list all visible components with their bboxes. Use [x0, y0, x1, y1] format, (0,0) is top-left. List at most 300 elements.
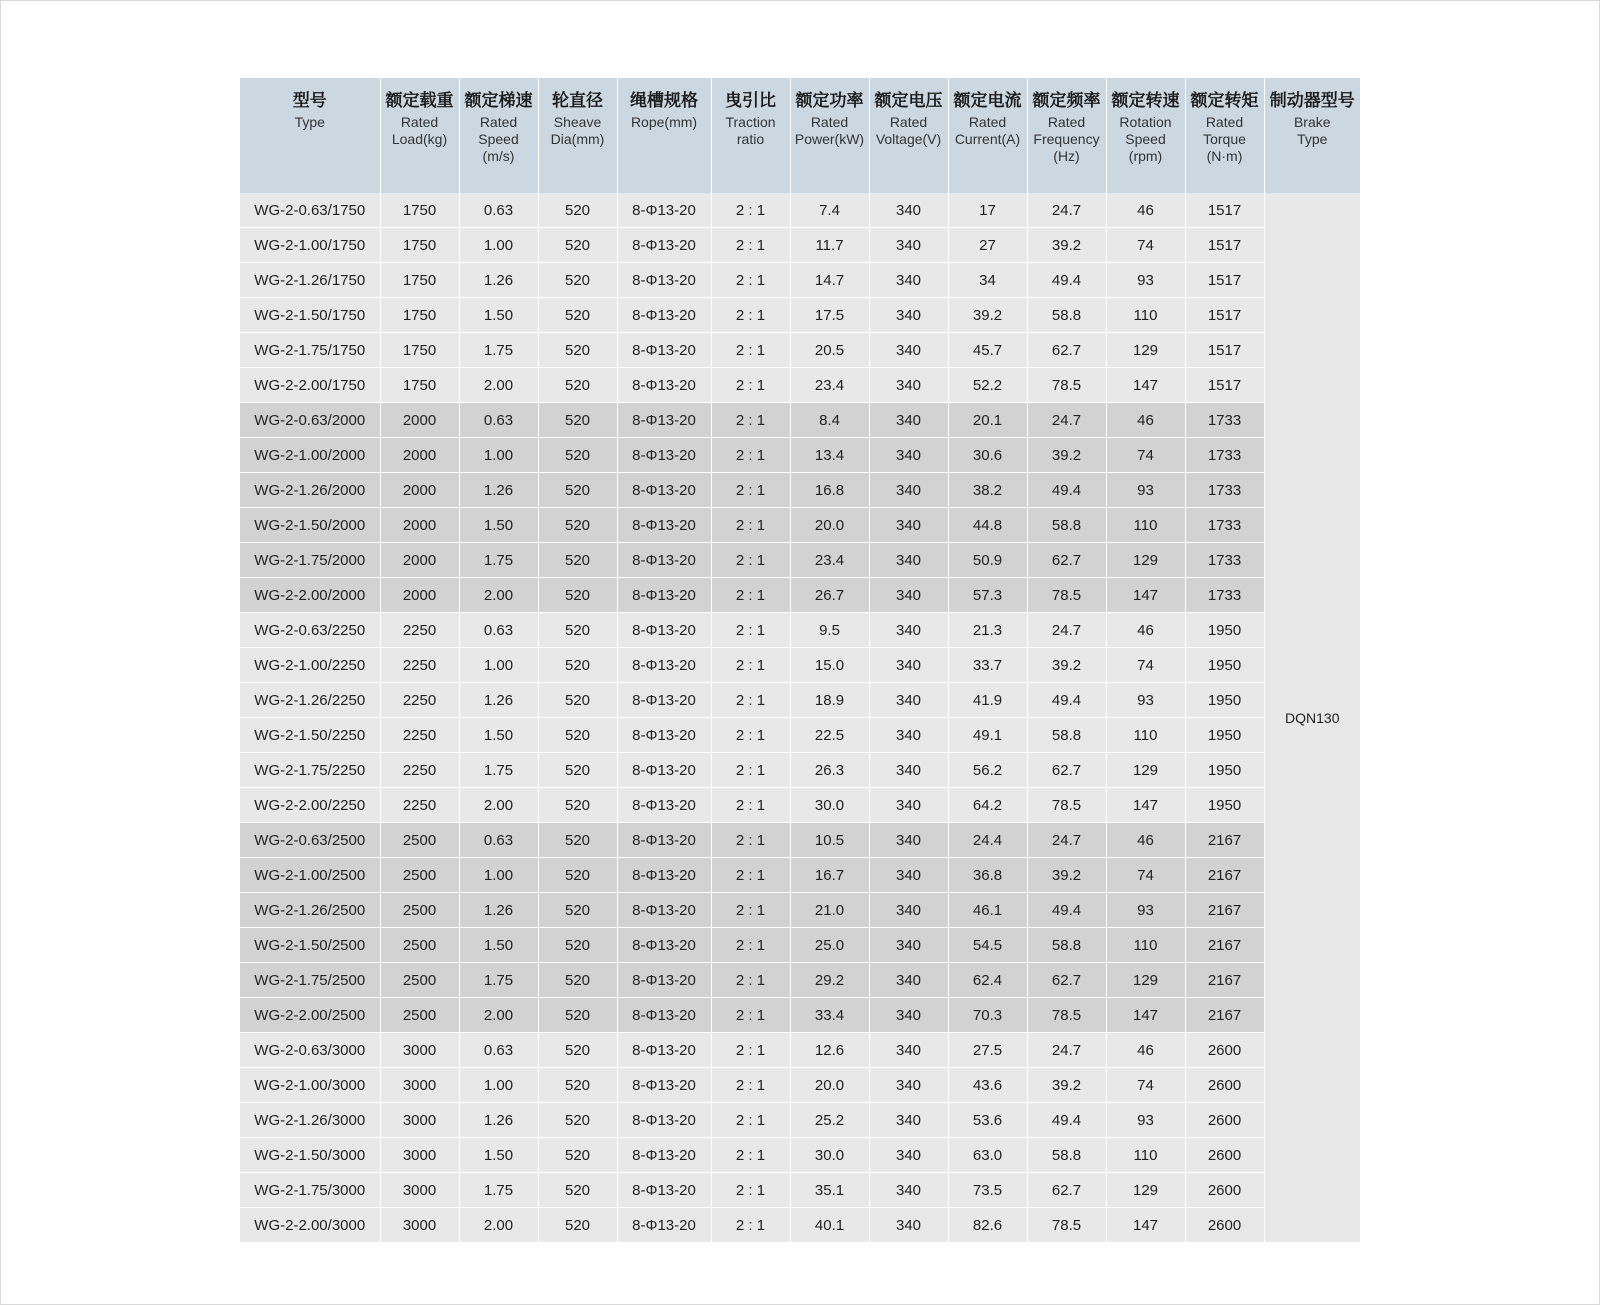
table-cell: 2 : 1	[711, 648, 790, 683]
table-cell: 2 : 1	[711, 368, 790, 403]
table-cell: 8-Φ13-20	[617, 893, 711, 928]
table-row	[240, 718, 1360, 753]
table-cell: 22.5	[790, 718, 869, 753]
table-cell: 8-Φ13-20	[617, 753, 711, 788]
table-cell: 2 : 1	[711, 263, 790, 298]
table-cell: 30.6	[948, 438, 1027, 473]
table-cell: 340	[869, 1138, 948, 1173]
table-row	[240, 648, 1360, 683]
table-cell: 8-Φ13-20	[617, 998, 711, 1033]
table-cell: 520	[538, 928, 617, 963]
table-cell: 39.2	[948, 298, 1027, 333]
table-cell: 520	[538, 823, 617, 858]
table-cell: WG-2-1.00/2250	[240, 648, 380, 683]
table-cell: 2 : 1	[711, 543, 790, 578]
brake-type-cell: DQN130	[1264, 193, 1360, 1243]
table-cell: 18.9	[790, 683, 869, 718]
table-cell: 8-Φ13-20	[617, 963, 711, 998]
column-header	[538, 78, 617, 193]
table-cell: 2.00	[459, 578, 538, 613]
table-cell: 520	[538, 473, 617, 508]
table-cell: 340	[869, 403, 948, 438]
table-cell: 2000	[380, 578, 459, 613]
table-cell: 8-Φ13-20	[617, 508, 711, 543]
table-cell: WG-2-0.63/2500	[240, 823, 380, 858]
table-cell: 520	[538, 613, 617, 648]
table-cell: 1.50	[459, 298, 538, 333]
table-cell: 520	[538, 1208, 617, 1243]
table-cell: 82.6	[948, 1208, 1027, 1243]
table-cell: 20.0	[790, 508, 869, 543]
table-cell: 1.00	[459, 858, 538, 893]
spec-table	[240, 78, 1360, 1243]
table-cell: 2 : 1	[711, 508, 790, 543]
table-cell: 78.5	[1027, 368, 1106, 403]
table-cell: 340	[869, 1033, 948, 1068]
table-cell: 1750	[380, 263, 459, 298]
table-cell: WG-2-1.75/2250	[240, 753, 380, 788]
table-cell: 8-Φ13-20	[617, 263, 711, 298]
table-cell: 43.6	[948, 1068, 1027, 1103]
table-cell: 1517	[1185, 228, 1264, 263]
table-cell: 110	[1106, 718, 1185, 753]
table-cell: WG-2-1.75/2500	[240, 963, 380, 998]
table-cell: 46	[1106, 823, 1185, 858]
table-cell: 30.0	[790, 1138, 869, 1173]
table-cell: 1950	[1185, 718, 1264, 753]
table-cell: 30.0	[790, 788, 869, 823]
table-cell: 11.7	[790, 228, 869, 263]
table-cell: 340	[869, 1208, 948, 1243]
table-cell: 8-Φ13-20	[617, 1033, 711, 1068]
table-cell: 1.75	[459, 333, 538, 368]
table-header	[240, 78, 1360, 193]
table-cell: 8-Φ13-20	[617, 648, 711, 683]
table-cell: 340	[869, 228, 948, 263]
table-cell: 74	[1106, 1068, 1185, 1103]
table-cell: 1950	[1185, 648, 1264, 683]
table-cell: 8-Φ13-20	[617, 438, 711, 473]
table-cell: 64.2	[948, 788, 1027, 823]
table-cell: 2500	[380, 963, 459, 998]
table-cell: 38.2	[948, 473, 1027, 508]
table-cell: 62.7	[1027, 963, 1106, 998]
table-cell: 2167	[1185, 928, 1264, 963]
table-row	[240, 228, 1360, 263]
table-cell: 1750	[380, 368, 459, 403]
table-cell: 2 : 1	[711, 613, 790, 648]
table-cell: 24.4	[948, 823, 1027, 858]
column-header-zh: 额定载重	[385, 91, 454, 110]
table-cell: 2250	[380, 648, 459, 683]
table-cell: 2167	[1185, 998, 1264, 1033]
table-cell: 23.4	[790, 543, 869, 578]
table-cell: 93	[1106, 683, 1185, 718]
table-cell: 340	[869, 788, 948, 823]
table-cell: 49.4	[1027, 893, 1106, 928]
table-cell: 78.5	[1027, 998, 1106, 1033]
table-cell: 520	[538, 403, 617, 438]
table-cell: WG-2-1.26/2000	[240, 473, 380, 508]
table-cell: 93	[1106, 893, 1185, 928]
table-cell: 2.00	[459, 368, 538, 403]
table-cell: 46	[1106, 193, 1185, 228]
table-cell: 0.63	[459, 193, 538, 228]
table-cell: 520	[538, 228, 617, 263]
table-cell: 340	[869, 963, 948, 998]
table-cell: 21.3	[948, 613, 1027, 648]
table-cell: 1733	[1185, 508, 1264, 543]
table-cell: 33.4	[790, 998, 869, 1033]
table-cell: 2000	[380, 403, 459, 438]
table-cell: 8-Φ13-20	[617, 368, 711, 403]
table-row	[240, 333, 1360, 368]
table-cell: WG-2-1.50/2000	[240, 508, 380, 543]
table-cell: 45.7	[948, 333, 1027, 368]
table-cell: 16.7	[790, 858, 869, 893]
table-cell: 15.0	[790, 648, 869, 683]
table-row	[240, 823, 1360, 858]
table-cell: 62.7	[1027, 543, 1106, 578]
column-header-en: Rated Speed (m/s)	[478, 114, 519, 164]
table-cell: 340	[869, 823, 948, 858]
table-cell: 49.1	[948, 718, 1027, 753]
table-cell: 1750	[380, 228, 459, 263]
table-cell: WG-2-1.50/1750	[240, 298, 380, 333]
table-row	[240, 543, 1360, 578]
table-cell: 1.50	[459, 1138, 538, 1173]
table-cell: 340	[869, 298, 948, 333]
table-cell: 74	[1106, 858, 1185, 893]
table-cell: 62.7	[1027, 753, 1106, 788]
table-cell: 1517	[1185, 263, 1264, 298]
table-cell: 78.5	[1027, 578, 1106, 613]
table-cell: WG-2-0.63/2000	[240, 403, 380, 438]
table-cell: 1517	[1185, 333, 1264, 368]
column-header-en: Rated Frequency (Hz)	[1033, 114, 1100, 164]
table-cell: 147	[1106, 1208, 1185, 1243]
table-cell: 2 : 1	[711, 1173, 790, 1208]
column-header-zh: 额定电流	[953, 91, 1022, 110]
table-cell: 8-Φ13-20	[617, 228, 711, 263]
table-cell: 2600	[1185, 1208, 1264, 1243]
table-row	[240, 368, 1360, 403]
table-cell: 340	[869, 893, 948, 928]
column-header-zh: 额定电压	[874, 91, 943, 110]
column-header-en: Brake Type	[1293, 114, 1331, 147]
table-cell: 93	[1106, 1103, 1185, 1138]
table-cell: 62.4	[948, 963, 1027, 998]
table-cell: 39.2	[1027, 1068, 1106, 1103]
table-cell: 1.00	[459, 438, 538, 473]
table-cell: WG-2-2.00/1750	[240, 368, 380, 403]
table-cell: 35.1	[790, 1173, 869, 1208]
table-cell: WG-2-1.75/3000	[240, 1173, 380, 1208]
table-cell: 520	[538, 333, 617, 368]
table-cell: 340	[869, 473, 948, 508]
column-header-en: Rated Power(kW)	[794, 114, 865, 147]
table-cell: 2 : 1	[711, 228, 790, 263]
table-cell: 24.7	[1027, 613, 1106, 648]
table-cell: 1.75	[459, 963, 538, 998]
column-header-zh: 额定功率	[795, 91, 864, 110]
table-cell: WG-2-1.00/2500	[240, 858, 380, 893]
table-cell: 27.5	[948, 1033, 1027, 1068]
table-row	[240, 298, 1360, 333]
table-cell: 46	[1106, 1033, 1185, 1068]
table-cell: 78.5	[1027, 788, 1106, 823]
table-cell: WG-2-2.00/2250	[240, 788, 380, 823]
table-cell: 2.00	[459, 788, 538, 823]
table-cell: 8-Φ13-20	[617, 718, 711, 753]
table-cell: 49.4	[1027, 1103, 1106, 1138]
table-cell: 12.6	[790, 1033, 869, 1068]
table-cell: 2 : 1	[711, 753, 790, 788]
table-cell: 110	[1106, 508, 1185, 543]
table-cell: 46.1	[948, 893, 1027, 928]
table-cell: WG-2-1.26/2250	[240, 683, 380, 718]
table-cell: 2500	[380, 893, 459, 928]
table-cell: 2250	[380, 683, 459, 718]
table-cell: 1.00	[459, 228, 538, 263]
column-header	[1027, 78, 1106, 193]
table-cell: 520	[538, 858, 617, 893]
table-cell: 39.2	[1027, 648, 1106, 683]
table-cell: 340	[869, 1173, 948, 1208]
table-cell: 2.00	[459, 998, 538, 1033]
table-cell: 8-Φ13-20	[617, 858, 711, 893]
table-cell: 8-Φ13-20	[617, 473, 711, 508]
table-cell: 8.4	[790, 403, 869, 438]
table-cell: 1750	[380, 333, 459, 368]
table-row	[240, 263, 1360, 298]
table-row	[240, 1138, 1360, 1173]
column-header	[711, 78, 790, 193]
table-cell: 2500	[380, 858, 459, 893]
table-cell: 46	[1106, 613, 1185, 648]
table-cell: 62.7	[1027, 333, 1106, 368]
table-cell: 340	[869, 928, 948, 963]
table-cell: WG-2-1.00/3000	[240, 1068, 380, 1103]
table-cell: 520	[538, 1033, 617, 1068]
table-cell: 58.8	[1027, 928, 1106, 963]
table-cell: 0.63	[459, 613, 538, 648]
column-header-en: Traction ratio	[725, 114, 776, 147]
table-cell: 520	[538, 193, 617, 228]
table-cell: 340	[869, 508, 948, 543]
table-cell: 1.75	[459, 753, 538, 788]
table-row	[240, 508, 1360, 543]
table-cell: 2250	[380, 788, 459, 823]
table-cell: 53.6	[948, 1103, 1027, 1138]
table-cell: 8-Φ13-20	[617, 1068, 711, 1103]
table-cell: WG-2-1.75/2000	[240, 543, 380, 578]
table-cell: 39.2	[1027, 858, 1106, 893]
table-cell: WG-2-1.75/1750	[240, 333, 380, 368]
table-cell: 8-Φ13-20	[617, 928, 711, 963]
table-cell: 520	[538, 998, 617, 1033]
table-cell: 1.26	[459, 263, 538, 298]
table-cell: 2 : 1	[711, 788, 790, 823]
column-header-en: Rotation Speed (rpm)	[1119, 114, 1172, 164]
column-header-zh: 制动器型号	[1269, 91, 1355, 110]
table-cell: 2 : 1	[711, 928, 790, 963]
table-cell: 17	[948, 193, 1027, 228]
table-cell: 2 : 1	[711, 1208, 790, 1243]
table-row	[240, 578, 1360, 613]
table-cell: 2 : 1	[711, 333, 790, 368]
table-cell: 520	[538, 508, 617, 543]
table-cell: 2500	[380, 998, 459, 1033]
table-row	[240, 438, 1360, 473]
table-cell: 27	[948, 228, 1027, 263]
table-cell: WG-2-1.26/2500	[240, 893, 380, 928]
table-cell: 24.7	[1027, 1033, 1106, 1068]
table-row	[240, 1033, 1360, 1068]
table-cell: 1733	[1185, 543, 1264, 578]
table-cell: 1733	[1185, 438, 1264, 473]
table-cell: 8-Φ13-20	[617, 1103, 711, 1138]
table-cell: 40.1	[790, 1208, 869, 1243]
table-cell: 8-Φ13-20	[617, 1208, 711, 1243]
table-cell: 50.9	[948, 543, 1027, 578]
table-cell: WG-2-0.63/1750	[240, 193, 380, 228]
table-cell: 8-Φ13-20	[617, 403, 711, 438]
table-cell: 340	[869, 368, 948, 403]
table-cell: 2 : 1	[711, 893, 790, 928]
column-header	[459, 78, 538, 193]
table-cell: 25.0	[790, 928, 869, 963]
table-cell: 520	[538, 963, 617, 998]
table-cell: 0.63	[459, 403, 538, 438]
table-cell: 340	[869, 543, 948, 578]
table-cell: 70.3	[948, 998, 1027, 1033]
table-cell: 129	[1106, 963, 1185, 998]
table-cell: 340	[869, 753, 948, 788]
column-header-en: Type	[294, 114, 325, 130]
table-cell: 20.5	[790, 333, 869, 368]
table-cell: 129	[1106, 333, 1185, 368]
table-cell: 62.7	[1027, 1173, 1106, 1208]
table-cell: 17.5	[790, 298, 869, 333]
table-cell: 46	[1106, 403, 1185, 438]
table-cell: 1517	[1185, 193, 1264, 228]
table-cell: 129	[1106, 753, 1185, 788]
table-row	[240, 788, 1360, 823]
table-cell: 3000	[380, 1138, 459, 1173]
table-cell: 39.2	[1027, 438, 1106, 473]
table-cell: 520	[538, 788, 617, 823]
table-cell: 340	[869, 578, 948, 613]
table-cell: 520	[538, 1173, 617, 1208]
table-cell: 1750	[380, 193, 459, 228]
table-cell: 2250	[380, 718, 459, 753]
table-cell: 29.2	[790, 963, 869, 998]
table-cell: WG-2-2.00/3000	[240, 1208, 380, 1243]
header-row	[240, 78, 1360, 193]
table-cell: 340	[869, 718, 948, 753]
table-cell: 2 : 1	[711, 473, 790, 508]
table-cell: 147	[1106, 578, 1185, 613]
table-cell: 2 : 1	[711, 718, 790, 753]
table-cell: 2500	[380, 823, 459, 858]
table-cell: 8-Φ13-20	[617, 1173, 711, 1208]
table-cell: 2 : 1	[711, 683, 790, 718]
table-cell: 78.5	[1027, 1208, 1106, 1243]
table-cell: 23.4	[790, 368, 869, 403]
table-cell: 33.7	[948, 648, 1027, 683]
table-cell: 58.8	[1027, 1138, 1106, 1173]
column-header-en: Rated Load(kg)	[391, 114, 448, 147]
table-cell: 3000	[380, 1033, 459, 1068]
table-cell: 520	[538, 543, 617, 578]
table-cell: 1950	[1185, 613, 1264, 648]
table-cell: 2 : 1	[711, 858, 790, 893]
table-cell: 8-Φ13-20	[617, 788, 711, 823]
table-cell: 0.63	[459, 823, 538, 858]
table-cell: 1.26	[459, 893, 538, 928]
table-cell: 20.0	[790, 1068, 869, 1103]
table-cell: WG-2-1.00/1750	[240, 228, 380, 263]
table-row	[240, 858, 1360, 893]
table-cell: 1.50	[459, 508, 538, 543]
table-cell: 93	[1106, 263, 1185, 298]
table-cell: 24.7	[1027, 403, 1106, 438]
table-row	[240, 998, 1360, 1033]
table-cell: 57.3	[948, 578, 1027, 613]
table-cell: 1.50	[459, 718, 538, 753]
table-cell: 2600	[1185, 1173, 1264, 1208]
table-row	[240, 613, 1360, 648]
table-cell: 1733	[1185, 403, 1264, 438]
column-header-en: Rated Voltage(V)	[875, 114, 942, 147]
column-header	[948, 78, 1027, 193]
table-cell: 74	[1106, 648, 1185, 683]
table-cell: 520	[538, 298, 617, 333]
table-row	[240, 753, 1360, 788]
column-header	[1264, 78, 1360, 193]
table-cell: 2 : 1	[711, 1138, 790, 1173]
table-cell: 147	[1106, 368, 1185, 403]
table-cell: 1517	[1185, 368, 1264, 403]
table-cell: 41.9	[948, 683, 1027, 718]
table-cell: 520	[538, 1103, 617, 1138]
table-cell: 2.00	[459, 1208, 538, 1243]
table-cell: 2500	[380, 928, 459, 963]
table-cell: 340	[869, 438, 948, 473]
table-cell: WG-2-2.00/2500	[240, 998, 380, 1033]
column-header-zh: 额定梯速	[464, 91, 533, 110]
table-cell: 2 : 1	[711, 1068, 790, 1103]
table-row	[240, 1173, 1360, 1208]
table-cell: 129	[1106, 543, 1185, 578]
table-cell: 2250	[380, 613, 459, 648]
table-cell: 8-Φ13-20	[617, 298, 711, 333]
column-header-en: Rated Current(A)	[954, 114, 1021, 147]
table-cell: 520	[538, 893, 617, 928]
table-cell: 2 : 1	[711, 1103, 790, 1138]
table-row	[240, 403, 1360, 438]
column-header	[790, 78, 869, 193]
table-cell: 1.26	[459, 683, 538, 718]
table-cell: 49.4	[1027, 683, 1106, 718]
table-cell: 520	[538, 1068, 617, 1103]
table-cell: 1733	[1185, 578, 1264, 613]
table-row	[240, 473, 1360, 508]
column-header	[617, 78, 711, 193]
table-cell: 13.4	[790, 438, 869, 473]
column-header-en: Sheave Dia(mm)	[550, 114, 605, 147]
